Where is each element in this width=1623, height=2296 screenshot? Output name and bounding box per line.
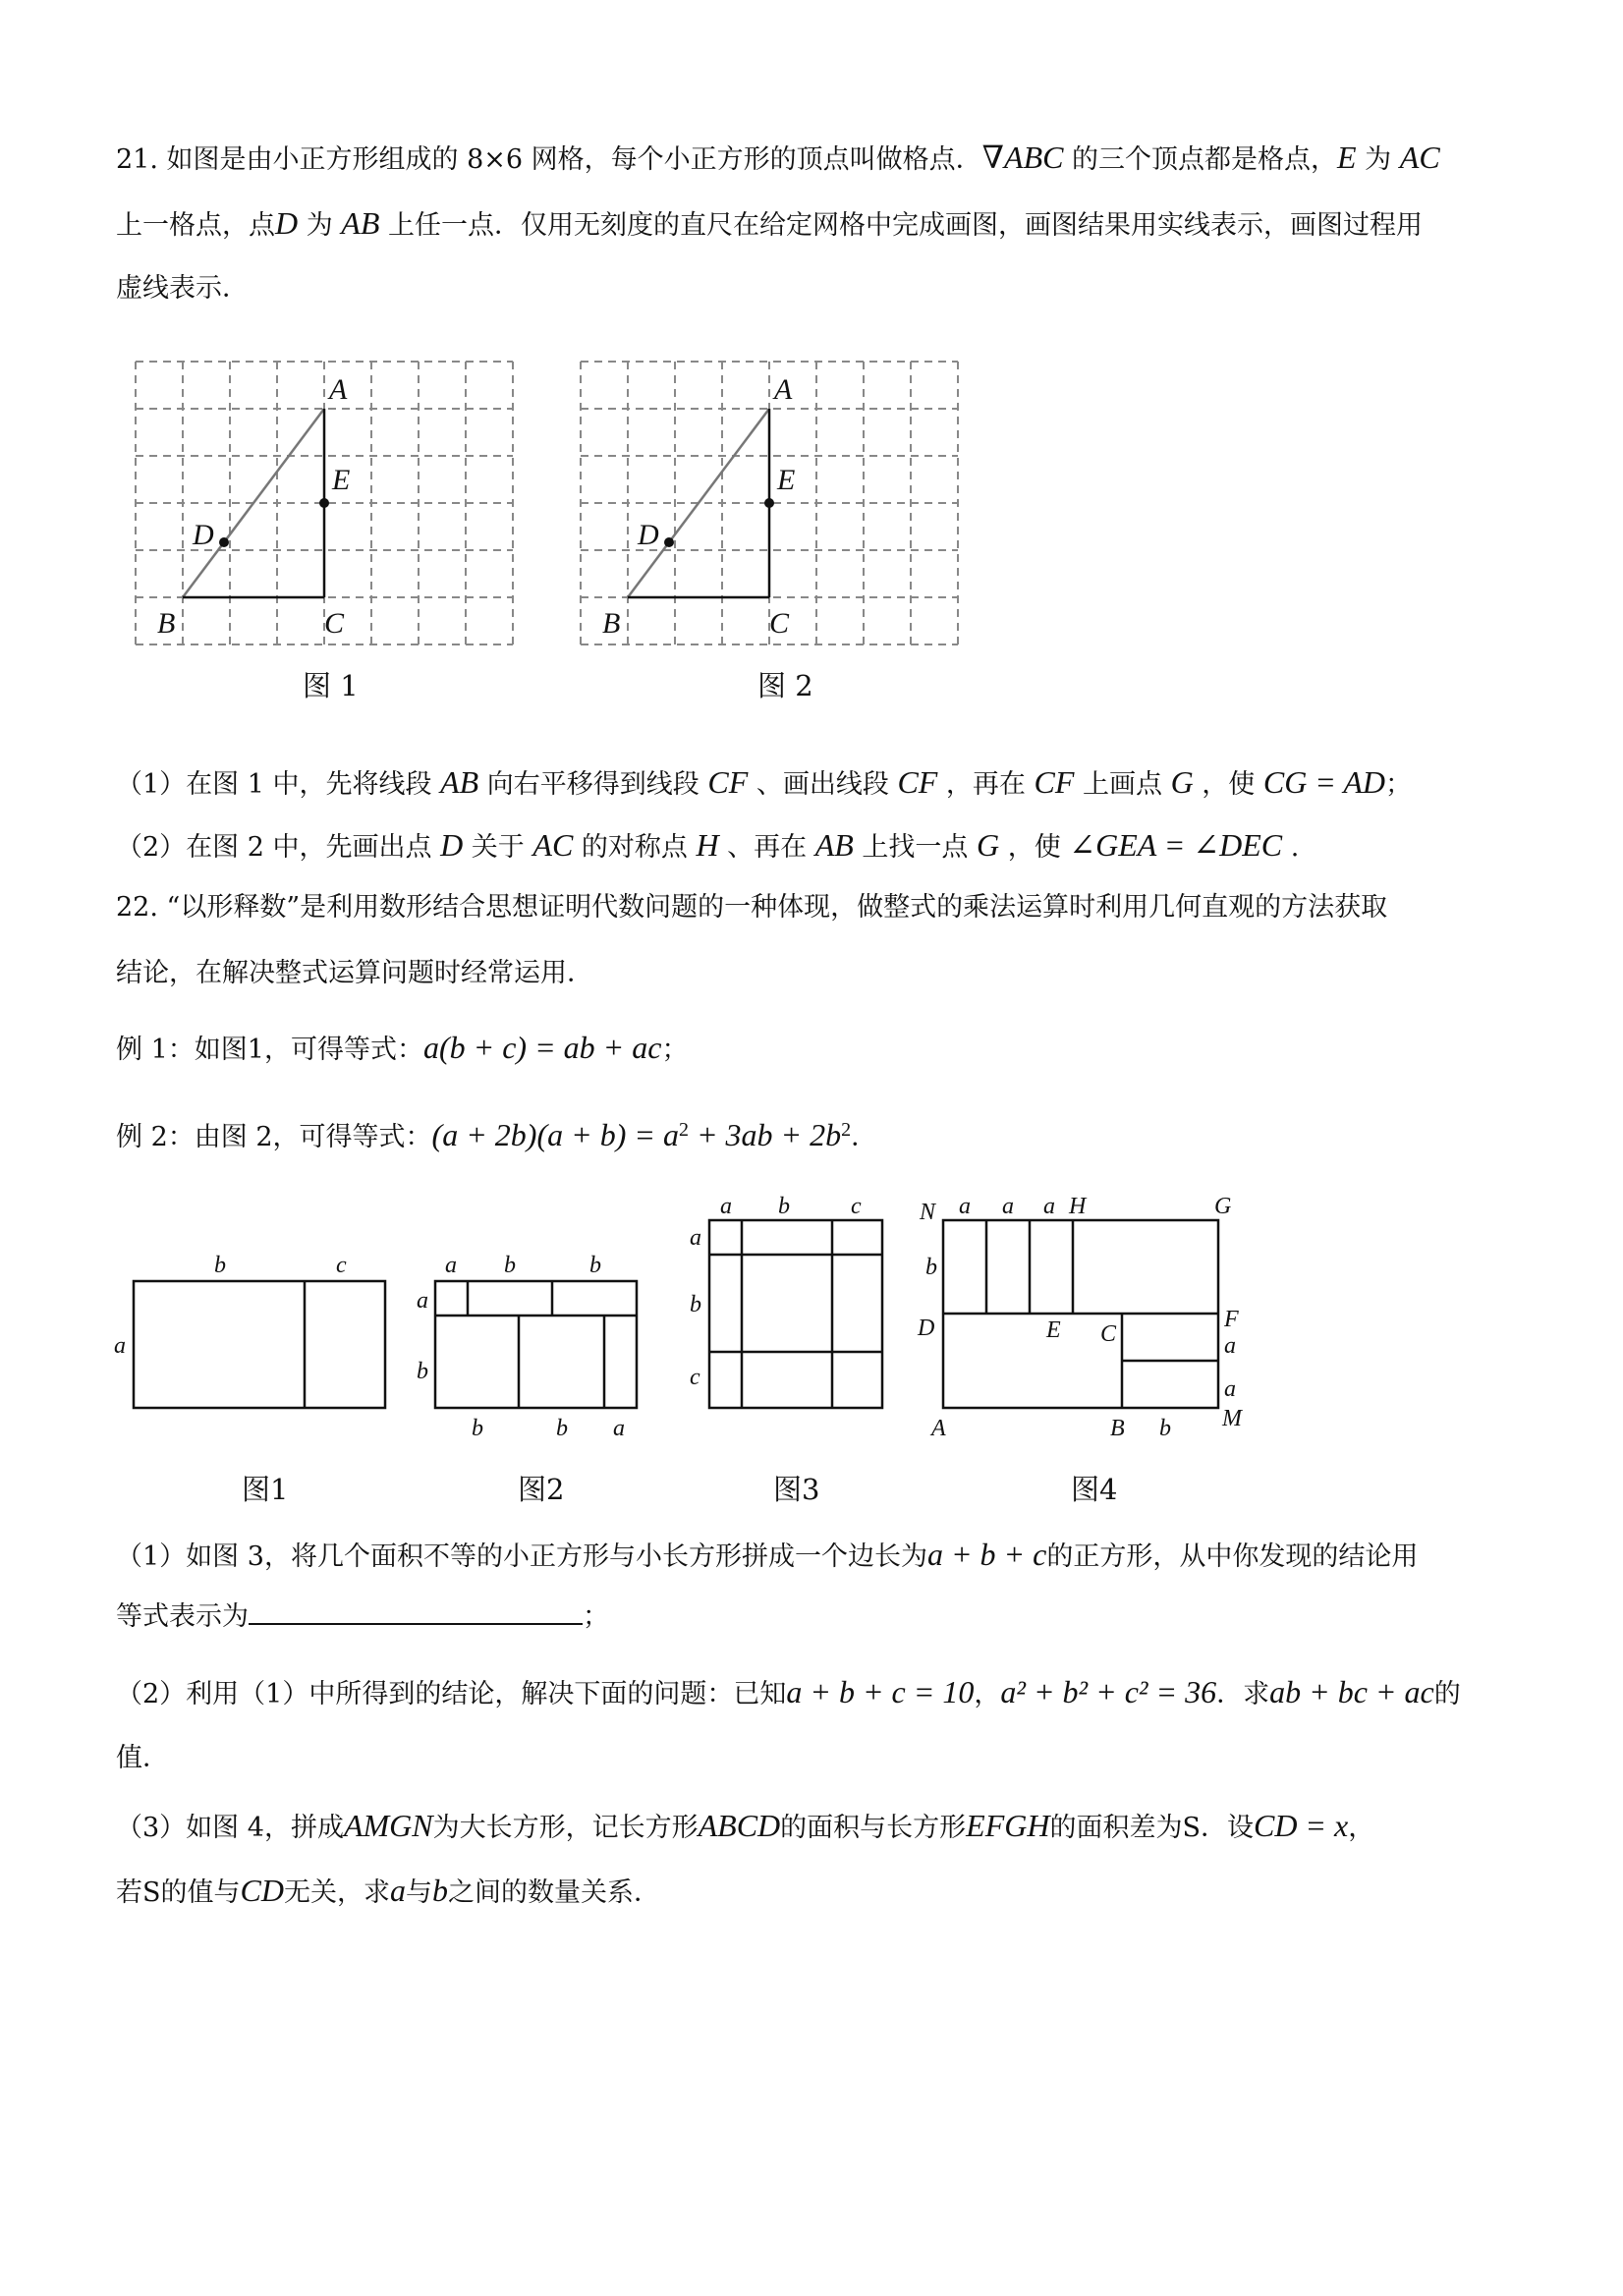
fig4-label-f: F [1224, 1307, 1239, 1332]
segment-ac: AC [1399, 140, 1440, 175]
q22-sub-2-cont [116, 1739, 169, 1778]
q22-line-1 [116, 888, 1387, 927]
label-d: D [193, 519, 214, 551]
area-fig4-caption: 图4 [1071, 1473, 1118, 1506]
q22-line-2 [116, 954, 593, 993]
q22-sub3-text: 无关，求 [283, 1877, 390, 1908]
math-efgh: EFGH [966, 1808, 1050, 1843]
q21-sub2-text: （2）在图 2 中，先画出点 [116, 832, 441, 863]
superscript: 2 [678, 1119, 689, 1141]
superscript: 2 [841, 1119, 852, 1141]
point-d-dot [219, 537, 229, 547]
example-2-text: ． [851, 1122, 878, 1152]
fig4-label-a: a [1224, 1376, 1236, 1402]
fig4-label-a-point: A [931, 1416, 946, 1441]
math-ab: AB [814, 827, 854, 863]
math-ac: AC [532, 827, 574, 863]
q22-sub3-text: 的面积与长方形 [780, 1813, 967, 1843]
fig4-label-c: C [1100, 1321, 1117, 1347]
math-squares-eq: a² + b² + c² = 36 [1000, 1674, 1217, 1709]
fig4-label-a: a [959, 1194, 971, 1219]
q21-sub2-text: ，使 [999, 832, 1070, 863]
q21-sub2-text: . [1282, 832, 1300, 863]
label-d: D [638, 519, 659, 551]
q21-sub2-text: 上找一点 [853, 832, 977, 863]
math-cf: CF [707, 764, 749, 800]
triangle-abc: ∇ABC [981, 140, 1064, 175]
fig2-label-b: b [504, 1253, 516, 1278]
q22-sub-2 [116, 1672, 1461, 1714]
label-e: E [777, 464, 796, 496]
fig1-label-c: c [336, 1253, 347, 1278]
q21-sub2-text: 、再在 [718, 832, 815, 863]
area-figures [108, 1184, 1267, 1479]
q22-sub3-text: 的面积差为S．设 [1049, 1813, 1254, 1843]
label-e: E [332, 464, 351, 496]
fig3-label-b: b [778, 1194, 790, 1219]
q21-text: 上一格点，点 [116, 210, 275, 241]
q21-line-2 [116, 203, 1423, 246]
q22-sub2-text: ， [974, 1679, 1001, 1709]
math-g: G [977, 827, 1000, 863]
fig1-rect [134, 1281, 385, 1408]
q21-sub2-text: 关于 [463, 832, 533, 863]
fig2-label-a: a [613, 1416, 625, 1441]
area-fig3-caption: 图3 [773, 1473, 820, 1506]
fig1-label-b: b [214, 1253, 226, 1278]
math-sum-eq: a + b + c = 10 [786, 1674, 975, 1709]
fig2-rect [435, 1281, 637, 1408]
math-b: b [431, 1873, 448, 1908]
point-d-dot [664, 537, 674, 547]
math-products: ab + bc + ac [1269, 1674, 1434, 1709]
q22-sub3-text: （3）如图 4，拼成 [116, 1813, 344, 1843]
example-1-equation: a(b + c) = ab + ac [422, 1030, 662, 1065]
fig3-label-c: c [690, 1365, 700, 1390]
answer-blank[interactable] [249, 1596, 583, 1625]
q21-line-1 [116, 138, 1440, 180]
area-fig1-caption: 图1 [242, 1473, 289, 1506]
figure-2-caption: 图 2 [757, 669, 813, 702]
q22-sub-3 [116, 1806, 1374, 1848]
fig2-label-a: a [417, 1288, 428, 1314]
q22-sub3-text: 与 [405, 1877, 432, 1908]
q22-sub3-text: ， [1348, 1813, 1375, 1843]
q21-sub1-text: 、画出线段 [748, 769, 898, 800]
fig3-square [709, 1220, 882, 1408]
fig4-label-h: H [1069, 1194, 1087, 1219]
label-a: A [329, 373, 348, 406]
example-2-equation: (a + 2b)(a + b) = a [431, 1117, 679, 1152]
q22-sub2-text: （2）利用（1）中所得到的结论，解决下面的问题：已知 [116, 1679, 787, 1709]
q21-sub-1 [116, 762, 1412, 805]
math-a: a [389, 1873, 406, 1908]
q21-sub2-text: 的对称点 [573, 832, 697, 863]
fig2-label-b: b [556, 1416, 568, 1441]
q22-sub1-text: ； [583, 1601, 609, 1632]
fig4-label-e: E [1046, 1317, 1061, 1343]
q22-sub-1 [116, 1535, 1418, 1577]
example-1-text: ； [661, 1035, 689, 1065]
fig4-label-d: D [918, 1316, 935, 1341]
fig2-label-b: b [417, 1359, 428, 1384]
q21-sub1-text: ，再在 [937, 769, 1035, 800]
q22-sub3-text: 之间的数量关系． [447, 1877, 660, 1908]
q21-line-3 [116, 269, 249, 308]
q22-example-2 [116, 1110, 877, 1157]
math-a-plus-b-plus-c: a + b + c [926, 1537, 1047, 1572]
q21-sub1-text: （1）在图 1 中，先将线段 [116, 769, 441, 800]
math-abcd: ABCD [698, 1808, 781, 1843]
fig3-label-a: a [690, 1225, 701, 1251]
math-angle-eq: ∠GEA = ∠DEC [1069, 827, 1283, 863]
q21-sub1-text: 上画点 [1074, 769, 1171, 800]
example-2-text: 例 2：由图 2，可得等式： [116, 1122, 432, 1152]
math-h: H [696, 827, 719, 863]
q22-sub1-text: 的正方形，从中你发现的结论用 [1046, 1541, 1419, 1572]
math-d: D [440, 827, 464, 863]
math-ab: AB [440, 764, 479, 800]
q22-sub-1-cont [116, 1596, 609, 1637]
math-cf: CF [897, 764, 938, 800]
area-fig2-caption: 图2 [518, 1473, 565, 1506]
q21-text: 上任一点．仅用无刻度的直尺在给定网格中完成画图，画图结果用实线表示，画图过程用 [379, 210, 1423, 241]
fig4-label-m: M [1222, 1406, 1242, 1431]
fig3-label-b: b [690, 1292, 701, 1317]
q21-sub1-text: 向右平移得到线段 [478, 769, 708, 800]
grid-figure-1 [128, 354, 531, 658]
fig4-label-b: b [1159, 1416, 1171, 1441]
q22-example-1 [116, 1028, 688, 1070]
q21-sub1-text: ，使 [1193, 769, 1263, 800]
fig3-label-a: a [720, 1194, 732, 1219]
fig4-label-b: b [925, 1255, 937, 1280]
label-b: B [602, 607, 621, 640]
label-a: A [774, 373, 793, 406]
fig4-label-g: G [1214, 1194, 1232, 1219]
example-2-equation: + 3ab + 2b [688, 1117, 842, 1152]
q21-text: 虚线表示． [116, 273, 249, 304]
segment-ab: AB [341, 205, 380, 241]
q22-sub2-text: 的 [1433, 1679, 1461, 1709]
math-g: G [1170, 764, 1194, 800]
fig4-label-a: a [1043, 1194, 1055, 1219]
math-cg-eq-ad: CG = AD [1262, 764, 1385, 800]
q22-sub1-text: （1）如图 3，将几个面积不等的小正方形与小长方形拼成一个边长为 [116, 1541, 927, 1572]
grid-figure-2 [573, 354, 976, 658]
q21-text: 为 [1356, 144, 1400, 175]
point-e-dot [319, 498, 329, 508]
figure-1-caption: 图 1 [303, 669, 359, 702]
q22-text: 22. “以形释数”是利用数形结合思想证明代数问题的一种体现，做整式的乘法运算时利用几何直观的方法获取 [116, 892, 1388, 923]
point-d: D [275, 205, 299, 241]
q21-sub1-text: ； [1384, 769, 1412, 800]
q22-sub3-text: 为大长方形，记长方形 [432, 1813, 699, 1843]
q21-sub-2 [116, 825, 1299, 868]
q22-sub2-text: ．求 [1216, 1679, 1270, 1709]
q22-text: 结论，在解决整式运算问题时经常运用． [116, 958, 593, 988]
q22-sub3-text: 若S的值与 [116, 1877, 241, 1908]
fig3-label-c: c [851, 1194, 862, 1219]
label-c: C [324, 607, 345, 640]
fig2-label-b: b [472, 1416, 483, 1441]
fig2-label-b: b [589, 1253, 601, 1278]
label-c: C [769, 607, 790, 640]
math-cf: CF [1034, 764, 1075, 800]
q22-sub1-text: 等式表示为 [116, 1601, 249, 1632]
fig4-label-a: a [1002, 1194, 1014, 1219]
q21-text: 21. 如图是由小正方形组成的 8×6 网格，每个小正方形的顶点叫做格点． [116, 144, 982, 175]
fig2-label-a: a [445, 1253, 457, 1278]
fig1-label-a: a [114, 1333, 126, 1359]
math-amgn: AMGN [343, 1808, 433, 1843]
math-cd-eq-x: CD = x [1253, 1808, 1349, 1843]
q21-text: 为 [298, 210, 342, 241]
example-1-text: 例 1：如图1，可得等式： [116, 1035, 423, 1065]
q22-sub2-text: 值． [116, 1743, 169, 1773]
label-b: B [157, 607, 176, 640]
fig4-label-n: N [920, 1200, 936, 1225]
point-e-dot [764, 498, 774, 508]
fig4-label-b-point: B [1110, 1416, 1125, 1441]
q21-text: 的三个顶点都是格点， [1063, 144, 1338, 175]
point-e: E [1337, 140, 1357, 175]
fig4-label-a: a [1224, 1333, 1236, 1359]
q22-sub-3-cont [116, 1871, 660, 1913]
math-cd: CD [240, 1873, 284, 1908]
